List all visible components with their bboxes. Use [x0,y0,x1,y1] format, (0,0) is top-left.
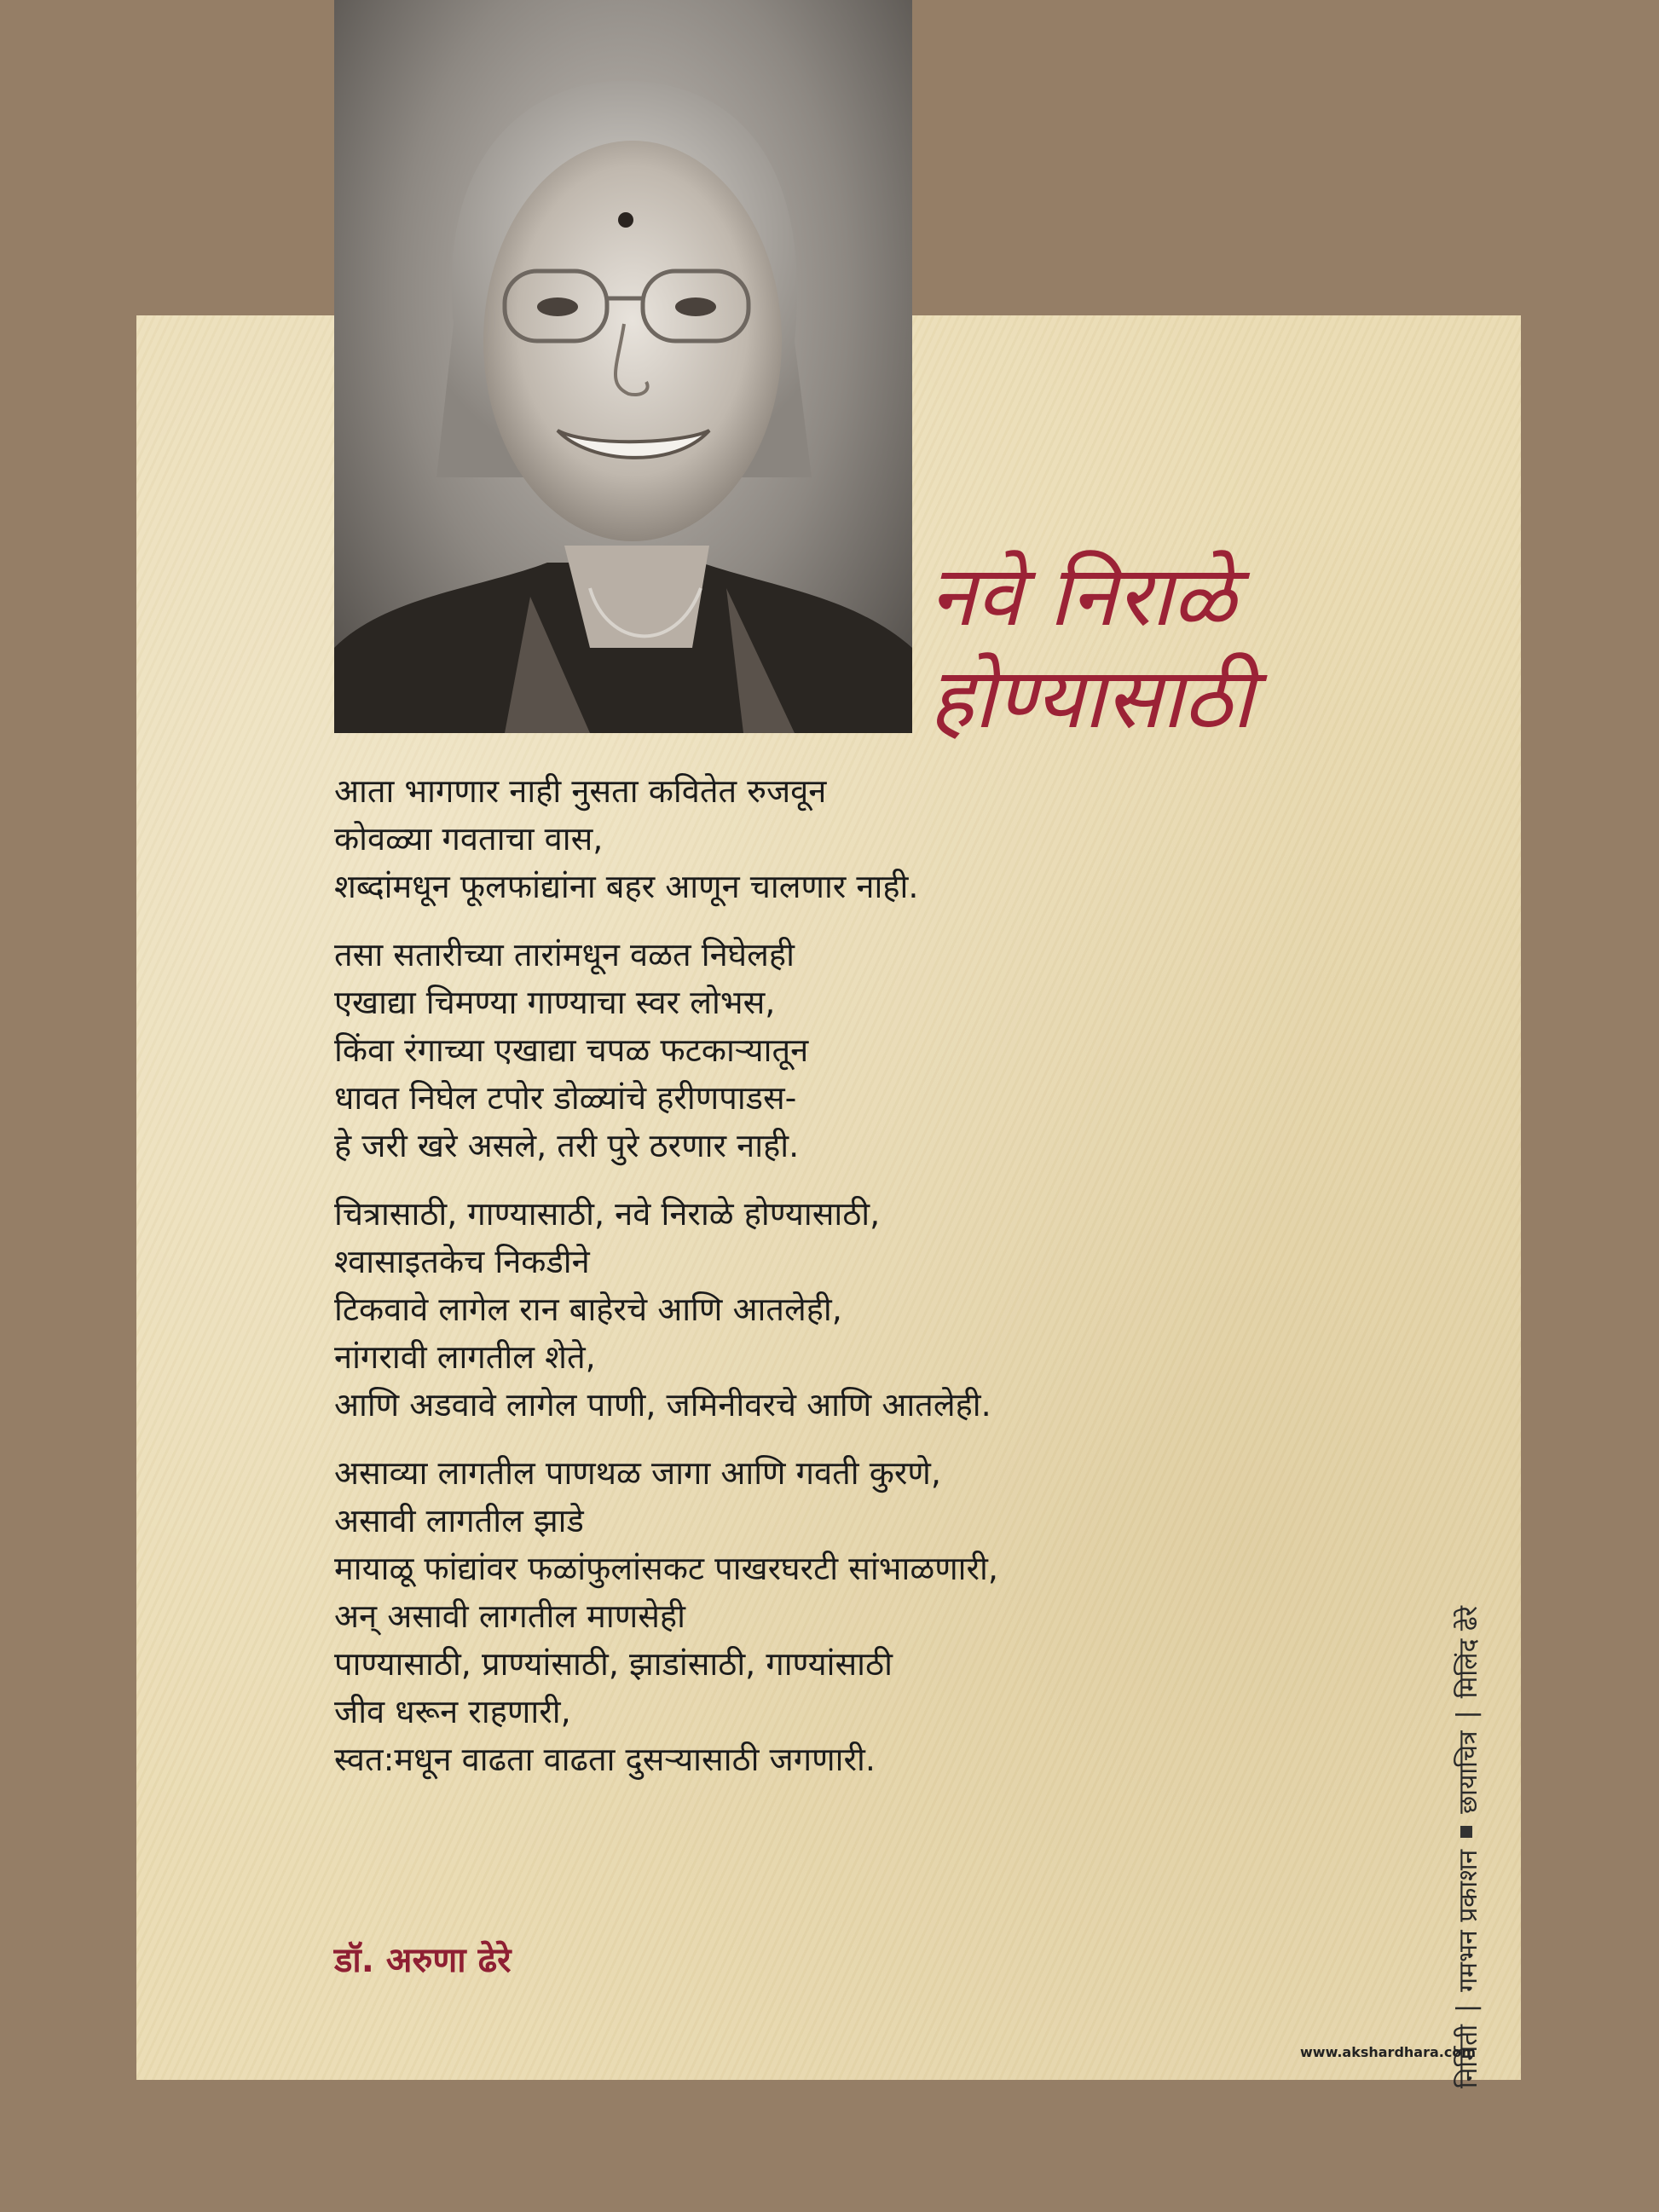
stanza-4 [334,1449,1289,1783]
credit-photo-label: छायाचित्र [1453,1730,1483,1814]
credit-production-value: गमभन प्रकाशन [1453,1849,1483,1992]
poem-line: असावी लागतील झाडे [334,1502,584,1539]
website-url: www.akshardhara.com [1300,2044,1476,2060]
title-line-1: नवे निराळे [929,548,1236,645]
poem-line: आता भागणार नाही नुसता कवितेत रुजवून [334,772,827,810]
poem-line: हे जरी खरे असले, तरी पुरे ठरणार नाही. [334,1127,800,1164]
stanza-3 [334,1190,1289,1429]
title-line-2: होण्यासाठी [929,650,1254,748]
author-name: डॉ. अरुणा ढेरे [334,1941,512,1980]
poem-line: स्वत:मधून वाढता वाढता दुसऱ्यासाठी जगणारी. [334,1741,876,1778]
poem-line: एखाद्या चिमण्या गाण्याचा स्वर लोभस, [334,984,776,1021]
poem-line: मायाळू फांद्यांवर फळांफुलांसकट पाखरघरटी सांभाळणारी, [334,1550,998,1587]
poem-line: चित्रासाठी, गाण्यासाठी, नवे निराळे होण्यासाठी, [334,1195,881,1233]
stanza-1 [334,767,1289,910]
poem-body [334,767,1289,1804]
poem-line: जीव धरून राहणारी, [334,1693,571,1730]
poem-line: असाव्या लागतील पाणथळ जागा आणि गवती कुरणे, [334,1454,941,1492]
credit-production-label: निर्मिती [1453,2024,1483,2088]
author-portrait [334,0,912,733]
separator: | [1451,2003,1482,2013]
poem-line: शब्दांमधून फूलफांद्यांना बहर आणून चालणार नाही. [334,868,919,905]
poem-line: कोवळ्या गवताचा वास, [334,820,604,858]
poem-line: पाण्यासाठी, प्राण्यांसाठी, झाडांसाठी, गाण्यांसाठी [334,1645,893,1683]
poem-title [929,546,1373,750]
poem-line: तसा सतारीच्या तारांमधून वळत निघेलही [334,936,795,973]
poem-line: किंवा रंगाच्या एखाद्या चपळ फटकाऱ्यातून [334,1031,809,1069]
poem-line: धावत निघेल टपोर डोळ्यांचे हरीणपाडस- [334,1079,797,1117]
poem-line: टिकवावे लागेल रान बाहेरचे आणि आतलेही, [334,1291,842,1328]
poem-line: अन् असावी लागतील माणसेही [334,1597,685,1635]
portrait-illustration [334,0,912,733]
poem-line: नांगरावी लागतील शेते, [334,1338,596,1376]
credits-vertical [1441,1372,1492,2088]
stanza-2 [334,931,1289,1170]
poem-line: श्वासाइतकेच निकडीने [334,1243,590,1280]
poem-line: आणि अडवावे लागेल पाणी, जमिनीवरचे आणि आतलेही. [334,1386,991,1424]
credit-photo-value: मिलिंद ढेरे [1453,1605,1483,1699]
square-separator-icon [1460,1826,1472,1838]
separator: | [1451,1710,1482,1719]
